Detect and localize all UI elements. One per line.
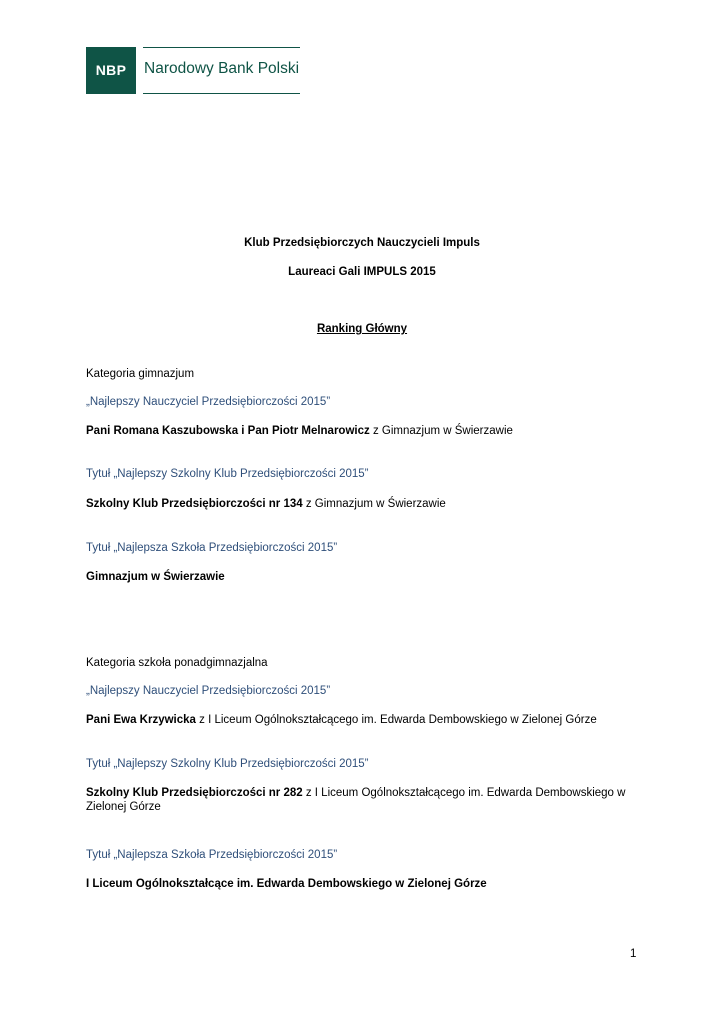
page-number: 1 — [630, 948, 637, 960]
gim-teacher-names: Pani Romana Kaszubowska i Pan Piotr Melnarowicz — [86, 425, 370, 437]
category-ponadgimnazjalna: Kategoria szkoła ponadgimnazjalna — [86, 657, 268, 669]
nbp-logo-box: NBP — [86, 47, 136, 94]
gim-club-award-title: Tytuł „Najlepszy Szkolny Klub Przedsiębiorczości 2015” — [86, 468, 369, 480]
gim-school-award-title: Tytuł „Najlepsza Szkoła Przedsiębiorczości 2015” — [86, 542, 338, 554]
gim-club-school: z Gimnazjum w Świerzawie — [302, 498, 446, 510]
gim-teacher-school: z Gimnazjum w Świerzawie — [369, 425, 513, 437]
pon-school-award-title: Tytuł „Najlepsza Szkoła Przedsiębiorczości 2015” — [86, 849, 338, 861]
pon-teacher-award-title: „Najlepszy Nauczyciel Przedsiębiorczości 2015” — [86, 685, 331, 697]
pon-school-winner: I Liceum Ogólnokształcące im. Edwarda Dembowskiego w Zielonej Górze — [86, 878, 487, 890]
nbp-logo — [86, 47, 300, 94]
club-heading: Klub Przedsiębiorczych Nauczycieli Impuls — [244, 237, 480, 249]
logo-bank-name: Narodowy Bank Polski — [144, 60, 300, 77]
pon-club-school: z I Liceum Ogólnokształcącego im. Edwarda Dembowskiego w Zielonej Górze — [86, 787, 626, 813]
gim-teacher-award-title: „Najlepszy Nauczyciel Przedsiębiorczości 2015” — [86, 396, 331, 408]
pon-club-award-title: Tytuł „Najlepszy Szkolny Klub Przedsiębiorczości 2015” — [86, 758, 369, 770]
gala-heading: Laureaci Gali IMPULS 2015 — [288, 266, 436, 278]
pon-club-winner — [86, 786, 646, 814]
ranking-heading: Ranking Główny — [316, 323, 408, 335]
logo-bottom-rule — [143, 93, 300, 94]
gim-club-winner — [86, 497, 446, 511]
pon-club-name: Szkolny Klub Przedsiębiorczości nr 282 — [86, 787, 303, 799]
pon-teacher-winner — [86, 713, 597, 727]
gim-school-winner: Gimnazjum w Świerzawie — [86, 571, 225, 583]
pon-teacher-school: z I Liceum Ogólnokształcącego im. Edwarda Dembowskiego w Zielonej Górze — [195, 714, 597, 726]
category-gimnazjum: Kategoria gimnazjum — [86, 368, 195, 380]
gim-club-name: Szkolny Klub Przedsiębiorczości nr 134 — [86, 498, 303, 510]
pon-teacher-names: Pani Ewa Krzywicka — [86, 714, 196, 726]
gim-teacher-winner — [86, 424, 513, 438]
logo-top-rule — [143, 47, 300, 48]
